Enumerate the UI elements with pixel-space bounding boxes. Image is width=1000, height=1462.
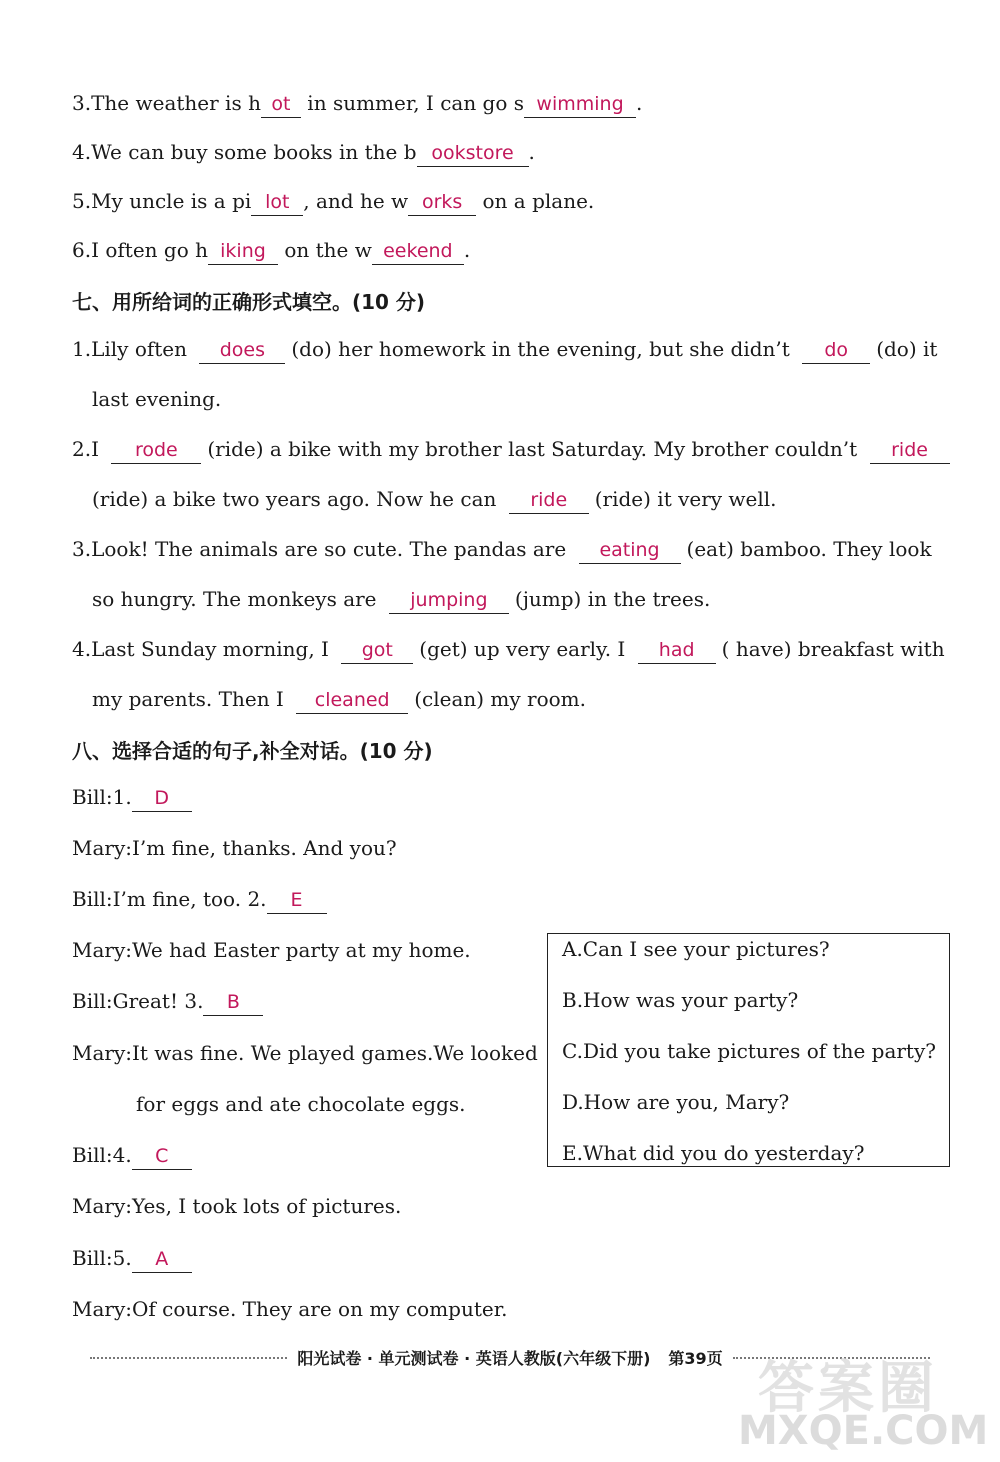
answer-blank: D <box>132 787 192 812</box>
dialog-line: Mary:Of course. They are on my computer. <box>72 1297 508 1321</box>
dialog-line: Bill:1. D <box>72 784 192 812</box>
answer-blank: orks <box>408 191 476 216</box>
dialog-line: Bill:I’m fine, too. 2. E <box>72 886 327 914</box>
q6-5: 5.My uncle is a pi lot , and he w orks on a plane. <box>72 188 594 216</box>
answer-blank: do <box>802 339 870 364</box>
q6-3: 3.The weather is h ot in summer, I can go s wimming . <box>72 90 642 118</box>
dialog-line: for eggs and ate chocolate eggs. <box>136 1092 466 1116</box>
answer-blank: got <box>341 639 413 664</box>
answer-blank: A <box>132 1248 192 1273</box>
page-number: 第39页 <box>668 1349 723 1368</box>
q7-4: 4.Last Sunday morning, I got (get) up very early. I had ( have) breakfast with <box>72 636 945 664</box>
q6-6: 6.I often go h iking on the w eekend . <box>72 237 470 265</box>
answer-blank: jumping <box>389 589 509 614</box>
answer-blank: cleaned <box>296 689 408 714</box>
answer-blank: E <box>267 889 327 914</box>
q7-1-cont: last evening. <box>92 387 222 411</box>
option-b: B.How was your party? <box>562 988 799 1012</box>
answer-blank: had <box>638 639 716 664</box>
watermark-bottom: MXQE.COM <box>738 1408 989 1454</box>
answer-blank: eekend <box>372 240 464 265</box>
option-a: A.Can I see your pictures? <box>562 937 830 961</box>
q7-2-cont: (ride) a bike two years ago. Now he can ride (ride) it very well. <box>92 486 777 514</box>
dialog-line: Mary:I’m fine, thanks. And you? <box>72 836 397 860</box>
q7-1: 1.Lily often does (do) her homework in the evening, but she didn’t do (do) it <box>72 336 937 364</box>
answer-blank: ride <box>509 489 589 514</box>
answer-blank: ookstore <box>417 142 529 167</box>
answer-blank: ride <box>870 439 950 464</box>
dialog-line: Bill:Great! 3. B <box>72 988 263 1016</box>
answer-blank: does <box>199 339 285 364</box>
dialog-line: Bill:5. A <box>72 1245 192 1273</box>
answer-blank: B <box>203 991 263 1016</box>
answer-blank: wimming <box>524 93 636 118</box>
watermark-logo <box>728 1344 989 1454</box>
option-c: C.Did you take pictures of the party? <box>562 1039 936 1063</box>
q7-2: 2.I rode (ride) a bike with my brother last Saturday. My brother couldn’t ride <box>72 436 950 464</box>
dialog-line: Mary:Yes, I took lots of pictures. <box>72 1194 402 1218</box>
dialog-line: Bill:4. C <box>72 1142 192 1170</box>
q7-3-cont: so hungry. The monkeys are jumping (jump) in the trees. <box>92 586 710 614</box>
section-8-title: 八、选择合适的句子,补全对话。(10 分) <box>72 739 433 763</box>
answer-blank: C <box>132 1145 192 1170</box>
answer-blank: ot <box>261 93 301 118</box>
option-d: D.How are you, Mary? <box>562 1090 790 1114</box>
option-e: E.What did you do yesterday? <box>562 1141 865 1165</box>
footer-series: 阳光试卷 · 单元测试卷 · 英语人教版(六年级下册) <box>297 1349 651 1368</box>
watermark-top: 答案圈 <box>758 1356 938 1421</box>
q7-4-cont: my parents. Then I cleaned (clean) my room. <box>92 686 586 714</box>
q6-4: 4.We can buy some books in the b ookstore . <box>72 139 535 167</box>
answer-blank: eating <box>579 539 681 564</box>
answer-blank: rode <box>111 439 201 464</box>
section-7-title: 七、用所给词的正确形式填空。(10 分) <box>72 290 426 314</box>
answer-blank: iking <box>208 240 278 265</box>
options-box <box>547 933 950 1167</box>
footer-divider <box>90 1357 287 1359</box>
answer-blank: lot <box>251 191 303 216</box>
q7-3: 3.Look! The animals are so cute. The pandas are eating (eat) bamboo. They look <box>72 536 932 564</box>
dialog-line: Mary:We had Easter party at my home. <box>72 938 471 962</box>
dialog-line: Mary:It was fine. We played games.We looked <box>72 1041 538 1065</box>
